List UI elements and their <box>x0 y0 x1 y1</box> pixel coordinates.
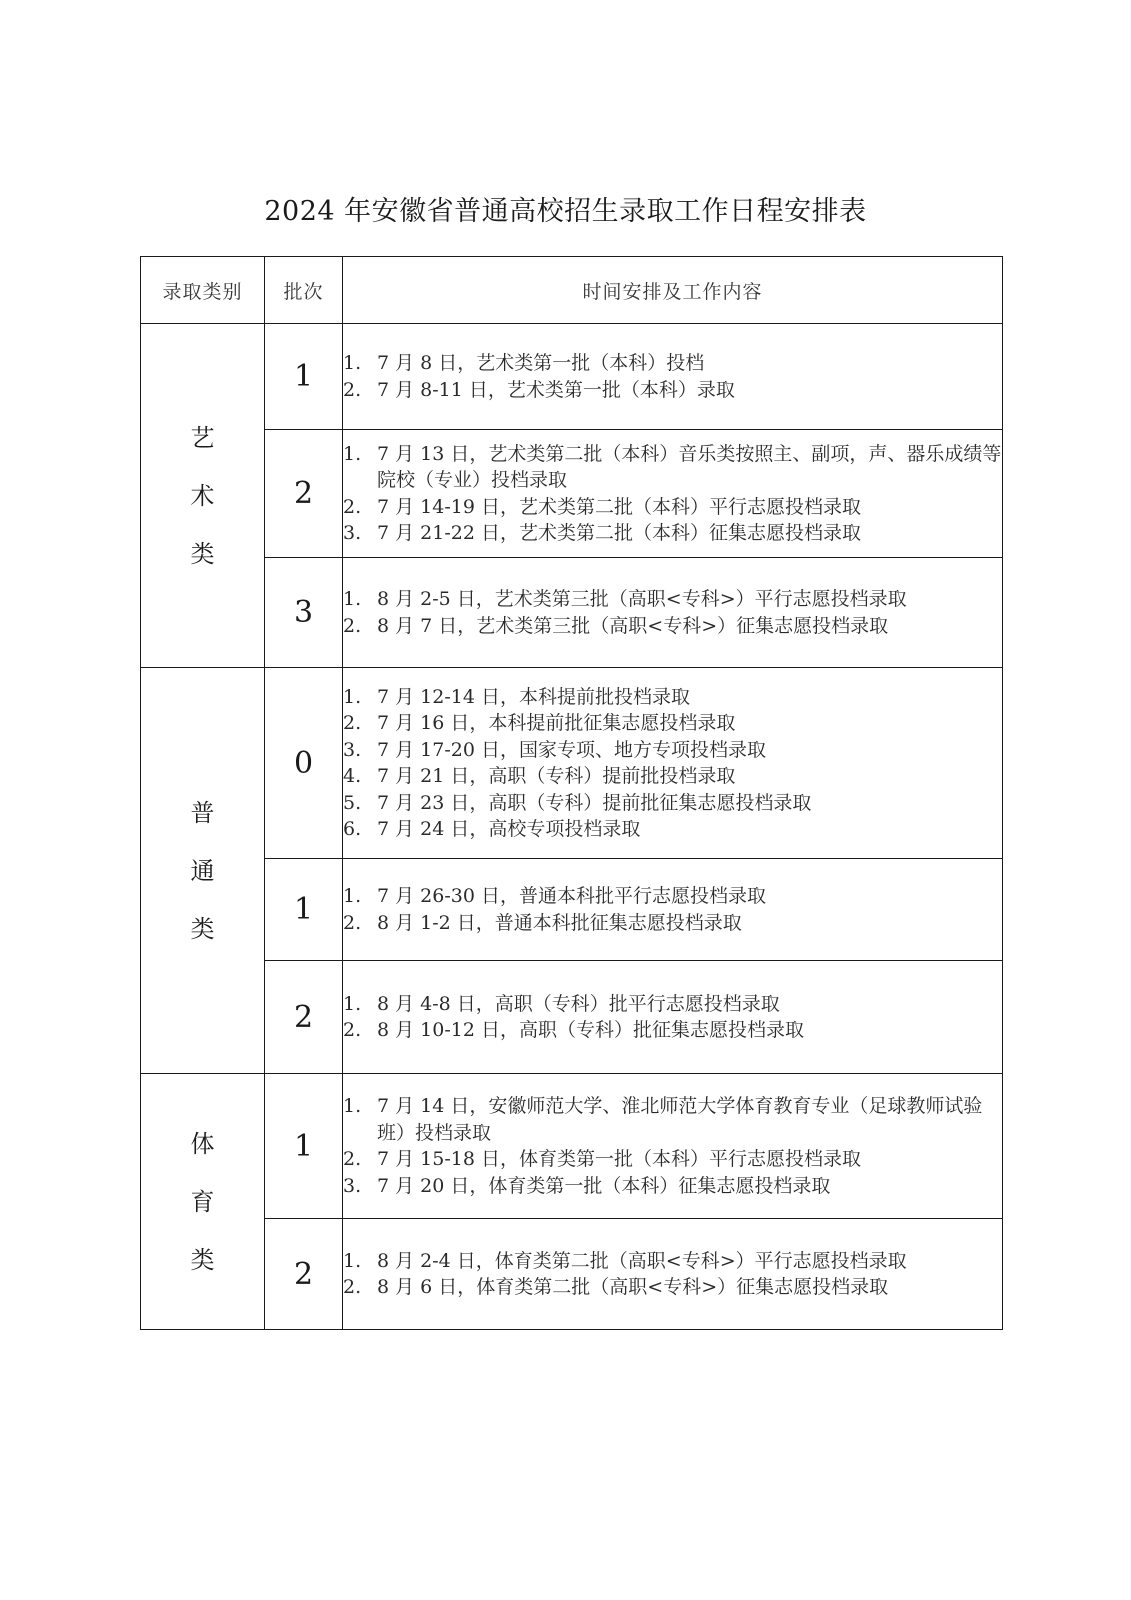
category-cell-art <box>141 324 265 668</box>
item-number: 2. <box>343 495 362 518</box>
item-text: 8 月 2-5 日，艺术类第三批（高职<专科>）平行志愿投档录取 <box>377 588 907 610</box>
item-number: 3. <box>343 1174 362 1197</box>
list-item <box>343 520 1002 547</box>
list-item <box>343 816 1002 843</box>
table-row <box>141 1074 1003 1219</box>
item-text: 8 月 4-8 日，高职（专科）批平行志愿投档录取 <box>377 992 780 1015</box>
schedule-table <box>140 256 1003 1330</box>
content-cell <box>343 668 1003 859</box>
item-number: 2. <box>343 911 362 934</box>
category-label: 艺术类 <box>190 423 215 568</box>
item-text: 7 月 21-22 日，艺术类第二批（本科）征集志愿投档录取 <box>377 522 861 544</box>
category-cell-sports <box>141 1074 265 1330</box>
item-number: 1. <box>343 442 362 465</box>
list-item <box>343 441 1002 494</box>
item-number: 1. <box>343 885 362 907</box>
content-cell <box>343 430 1003 558</box>
item-text: 8 月 10-12 日，高职（专科）批征集志愿投档录取 <box>377 1019 804 1041</box>
item-text: 7 月 14-19 日，艺术类第二批（本科）平行志愿投档录取 <box>377 495 861 518</box>
list-item <box>343 684 1002 711</box>
item-text: 7 月 23 日，高职（专科）提前批征集志愿投档录取 <box>377 791 812 814</box>
list-item <box>343 910 1002 937</box>
item-text: 8 月 1-2 日，普通本科批征集志愿投档录取 <box>377 911 742 934</box>
list-item <box>343 1248 1002 1275</box>
item-text: 8 月 7 日，艺术类第三批（高职<专科>）征集志愿投档录取 <box>377 614 889 637</box>
item-number: 3. <box>343 738 362 761</box>
list-item <box>343 790 1002 817</box>
item-number: 1. <box>343 588 362 610</box>
item-number: 3. <box>343 522 362 544</box>
content-cell <box>343 558 1003 668</box>
batch-cell: 1 <box>265 859 343 961</box>
item-text: 7 月 16 日，本科提前批征集志愿投档录取 <box>377 712 736 734</box>
list-item <box>343 377 1002 404</box>
content-cell <box>343 1219 1003 1330</box>
list-item <box>343 763 1002 790</box>
item-number: 2. <box>343 1148 362 1170</box>
list-item <box>343 883 1002 910</box>
list-item <box>343 350 1002 377</box>
batch-cell: 3 <box>265 558 343 668</box>
item-number: 5. <box>343 791 362 814</box>
item-text: 7 月 12-14 日，本科提前批投档录取 <box>377 685 690 708</box>
table-row <box>141 1219 1003 1330</box>
content-cell <box>343 961 1003 1074</box>
item-number: 2. <box>343 1019 362 1041</box>
header-content: 时间安排及工作内容 <box>343 257 1003 324</box>
item-number: 4. <box>343 765 362 787</box>
list-item <box>343 737 1002 764</box>
content-cell <box>343 324 1003 430</box>
list-item <box>343 613 1002 640</box>
list-item <box>343 1173 1002 1200</box>
item-text: 8 月 2-4 日，体育类第二批（高职<专科>）平行志愿投档录取 <box>377 1249 907 1272</box>
list-item <box>343 710 1002 737</box>
list-item <box>343 1017 1002 1044</box>
category-cell-general <box>141 668 265 1074</box>
table-header-row <box>141 257 1003 324</box>
batch-cell: 0 <box>265 668 343 859</box>
item-text: 7 月 17-20 日，国家专项、地方专项投档录取 <box>377 738 766 761</box>
item-number: 2. <box>343 712 362 734</box>
list-item <box>343 1093 1002 1146</box>
item-text: 8 月 6 日，体育类第二批（高职<专科>）征集志愿投档录取 <box>377 1276 889 1298</box>
item-text: 7 月 24 日，高校专项投档录取 <box>377 818 641 840</box>
batch-cell: 1 <box>265 324 343 430</box>
item-number: 1. <box>343 1095 362 1117</box>
header-category: 录取类别 <box>141 257 265 324</box>
item-text: 7 月 20 日，体育类第一批（本科）征集志愿投档录取 <box>377 1174 831 1197</box>
item-text: 7 月 8-11 日，艺术类第一批（本科）录取 <box>377 378 735 401</box>
item-number: 6. <box>343 818 362 840</box>
batch-cell: 2 <box>265 1219 343 1330</box>
item-number: 1. <box>343 1249 362 1272</box>
content-cell <box>343 859 1003 961</box>
item-text: 7 月 14 日，安徽师范大学、淮北师范大学体育教育专业（足球教师试验班）投档录取 <box>377 1095 983 1144</box>
batch-cell: 1 <box>265 1074 343 1219</box>
item-text: 7 月 15-18 日，体育类第一批（本科）平行志愿投档录取 <box>377 1148 861 1170</box>
item-number: 1. <box>343 992 362 1015</box>
item-number: 1. <box>343 685 362 708</box>
batch-cell: 2 <box>265 430 343 558</box>
list-item <box>343 586 1002 613</box>
item-text: 7 月 26-30 日，普通本科批平行志愿投档录取 <box>377 885 766 907</box>
item-number: 1. <box>343 352 362 374</box>
table-row <box>141 324 1003 430</box>
category-label: 普通类 <box>190 798 215 943</box>
list-item <box>343 1274 1002 1301</box>
item-number: 2. <box>343 614 362 637</box>
table-row <box>141 668 1003 859</box>
table-row <box>141 558 1003 668</box>
document-title: 2024 年安徽省普通高校招生录取工作日程安排表 <box>264 196 867 227</box>
table-row <box>141 859 1003 961</box>
content-cell <box>343 1074 1003 1219</box>
item-number: 2. <box>343 1276 362 1298</box>
table-row <box>141 961 1003 1074</box>
item-text: 7 月 8 日，艺术类第一批（本科）投档 <box>377 352 705 374</box>
list-item <box>343 991 1002 1018</box>
item-number: 2. <box>343 378 362 401</box>
table-row <box>141 430 1003 558</box>
item-text: 7 月 13 日，艺术类第二批（本科）音乐类按照主、副项，声、器乐成绩等院校（专业）投档录取 <box>377 442 1002 491</box>
header-batch: 批次 <box>265 257 343 324</box>
list-item <box>343 1146 1002 1173</box>
list-item <box>343 494 1002 521</box>
category-label: 体育类 <box>190 1129 215 1274</box>
item-text: 7 月 21 日，高职（专科）提前批投档录取 <box>377 765 736 787</box>
batch-cell: 2 <box>265 961 343 1074</box>
